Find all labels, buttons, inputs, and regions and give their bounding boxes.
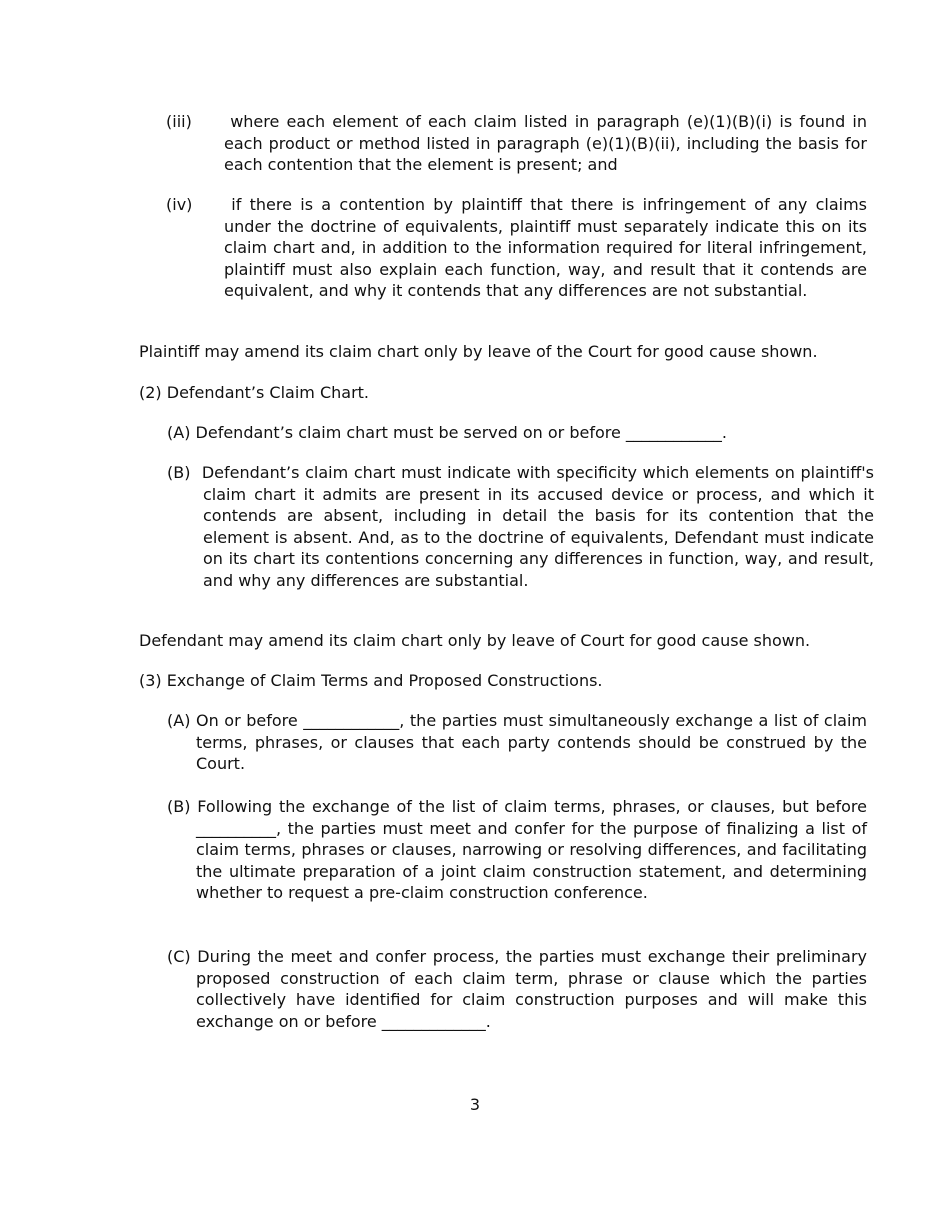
section-2-heading: (2) Defendant’s Claim Chart. — [139, 383, 370, 402]
section-2-item-a — [167, 422, 867, 444]
page-number: 3 — [469, 1095, 481, 1114]
section-3-item-b-text: Following the exchange of the list of claim terms, phrases, or clauses, but before __________, the parties must meet and confer for the purpose of finalizing a list of claim terms, phrases or clauses, narrowing or resolving differences, and facilitating the ultimate preparation of a joint claim construction statement, and determining whether to request a pre-claim construction conference. — [196, 797, 867, 902]
item-iv — [166, 194, 867, 302]
section-3-item-a — [167, 710, 867, 775]
item-iii-text: where each element of each claim listed in paragraph (e)(1)(B)(i) is found in each product or method listed in paragraph (e)(1)(B)(ii), including the basis for each contention that the element is present; and — [224, 112, 867, 174]
section-3-item-c-label: (C) — [167, 947, 191, 966]
section-2-item-b-text: Defendant’s claim chart must indicate with specificity which elements on plaintiff's claim chart it admits are present in its accused device or process, and which it contends are absent, including in detail the basis for its contention that the element is absent. And, as to the doctrine of equivalents, Defendant must indicate on its chart its contentions concerning any differences in function, way, and result, and why any differences are substantial. — [201, 463, 874, 590]
section-2-item-b — [167, 462, 874, 591]
section-3-item-c-text: During the meet and confer process, the parties must exchange their preliminary proposed construction of each claim term, phrase or clause which the parties collectively have identified for claim construction purposes and will make this exchange on or before _____________. — [196, 947, 867, 1031]
section-2-item-b-label: (B) — [167, 463, 191, 482]
section-2-item-a-text: Defendant’s claim chart must be served on or before ____________. — [195, 423, 727, 442]
section-3-item-b-label: (B) — [167, 797, 191, 816]
defendant-amend-paragraph: Defendant may amend its claim chart only by leave of Court for good cause shown. — [139, 631, 811, 650]
section-2-item-a-label: (A) — [167, 423, 191, 442]
section-3-item-a-label: (A) — [167, 711, 191, 730]
section-3-heading: (3) Exchange of Claim Terms and Proposed Constructions. — [139, 671, 603, 690]
item-iii-label: (iii) — [166, 112, 192, 131]
section-3-item-b — [167, 796, 867, 904]
item-iv-label: (iv) — [166, 195, 193, 214]
plaintiff-amend-paragraph: Plaintiff may amend its claim chart only by leave of the Court for good cause shown. — [139, 342, 818, 361]
item-iv-text: if there is a contention by plaintiff that there is infringement of any claims under the doctrine of equivalents, plaintiff must separately indicate this on its claim chart and, in addition to the information required for literal infringement, plaintiff must also explain each function, way, and result that it contends are equivalent, and why it contends that any differences are not substantial. — [224, 195, 867, 300]
item-iii — [166, 111, 867, 176]
section-3-item-c — [167, 946, 867, 1032]
section-3-item-a-text: On or before ____________, the parties must simultaneously exchange a list of claim terms, phrases, or clauses that each party contends should be construed by the Court. — [196, 711, 867, 773]
